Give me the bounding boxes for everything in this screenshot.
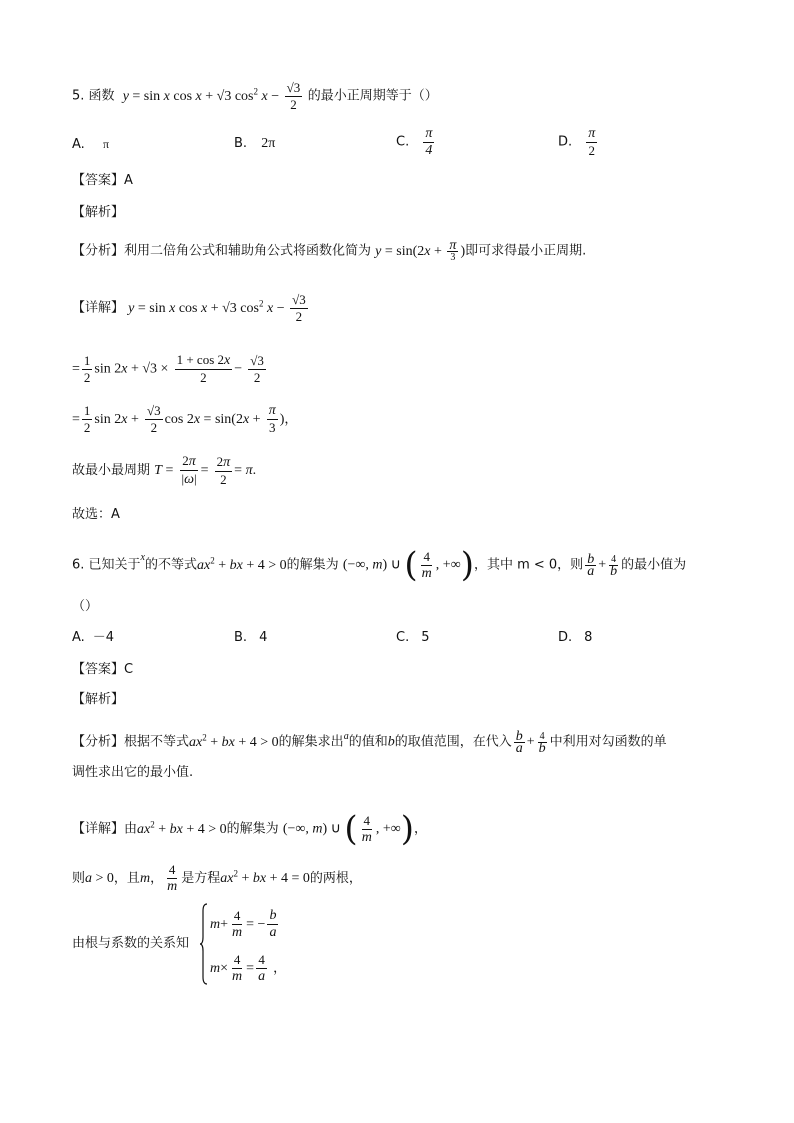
q5-choose: 故选：A — [72, 507, 120, 522]
q6-option-d: D. 8 — [558, 630, 593, 645]
q6-answer: 【答案】C — [72, 662, 134, 677]
q5-option-d: D. $\frac{\pi}{2}$ — [558, 126, 596, 158]
q6-roots: 则a > 0，且m， $\frac{4}{m}$ 是方程$ax^2$ + bx + 4 = 0的两根， — [72, 862, 362, 894]
q5-answer: 【答案】A — [72, 173, 133, 188]
q5-stem — [72, 80, 438, 113]
q5-function: y = sin x cos x + √3 $\cos^2 x$ − $\frac{√3}{2}$ — [122, 80, 301, 112]
q6-option-b: B. 4 — [234, 630, 268, 645]
q6-vieta-eq1: m+ $\frac{4}{m}$ = − $\frac{b}{a}$ — [210, 908, 277, 940]
q6-option-a: A. －4 — [72, 630, 115, 645]
q5-jiexi: 【解析】 — [72, 205, 125, 220]
q6-vieta-label: 由根与系数的关系知 — [72, 936, 190, 951]
q6-vieta-eq2: m× $\frac{4}{m}$ = $\frac{4}{a}$ ， — [210, 952, 287, 984]
system-brace — [200, 903, 208, 985]
q6-paren: （） — [72, 599, 99, 614]
q5-xiangjie: 【详解】 y = sin x cos x + √3 $\cos^2 x$ − $\frac{√3}{2}$ — [72, 292, 306, 324]
q6-fenxi-line2: 调性求出它的最小值. — [72, 765, 194, 780]
q6-fenxi: 【分析】根据不等式$ax^2$ + bx + 4 > 0的解集求出$^a$的值和b的取值范围，在代入 $\frac{b}{a}$ + $\frac{4}{b}$ 中利用对勾函数的单 — [72, 728, 667, 756]
q5-fenxi: 【分析】利用二倍角公式和辅助角公式将函数化简为 y = sin(2x + $\frac{\pi}{3}$ )即可求得最小正周期. — [72, 238, 587, 263]
q6-xiangjie: 【详解】由$ax^2$ + bx + 4 > 0的解集为 (−∞, m) ∪ ( $\frac{4}{m}$ , +∞)， — [72, 809, 427, 849]
q6-jiexi: 【解析】 — [72, 692, 125, 707]
q6-option-c: C. 5 — [396, 630, 430, 645]
q5-step2: = $\frac{1}{2}$ sin 2x + $\frac{√3}{2}$ cos 2x = sin(2x + $\frac{\pi}{3}$ )， — [72, 403, 298, 435]
q6-stem: 6. 已知关于$^x$的不等式$ax^2$ + bx + 4 > 0的解集为 (−∞, m) ∪ ( $\frac{4}{m}$ , +∞)，其中 m < 0，则 $\frac{b}{a}$ + $\frac{4}{b}$ 的最小值为 — [72, 545, 687, 585]
q5-suffix: 的最小正周期等于（） — [307, 88, 438, 104]
q5-step1: = $\frac{1}{2}$ sin 2x + √3 × $\frac{1 + \cos 2x}{2}$ − $\frac{√3}{2}$ — [72, 352, 264, 385]
q5-period: 故最小最周期 T = $\frac{2\pi}{|\omega|}$ = $\frac{2\pi}{2}$ = π. — [72, 453, 257, 487]
q5-option-b: B. 2π — [234, 136, 276, 151]
q5-option-a: A. π — [72, 137, 109, 152]
q5-option-c: C. $\frac{\pi}{4}$ — [396, 126, 433, 158]
q5-intro: 5. 函数 — [72, 88, 115, 104]
